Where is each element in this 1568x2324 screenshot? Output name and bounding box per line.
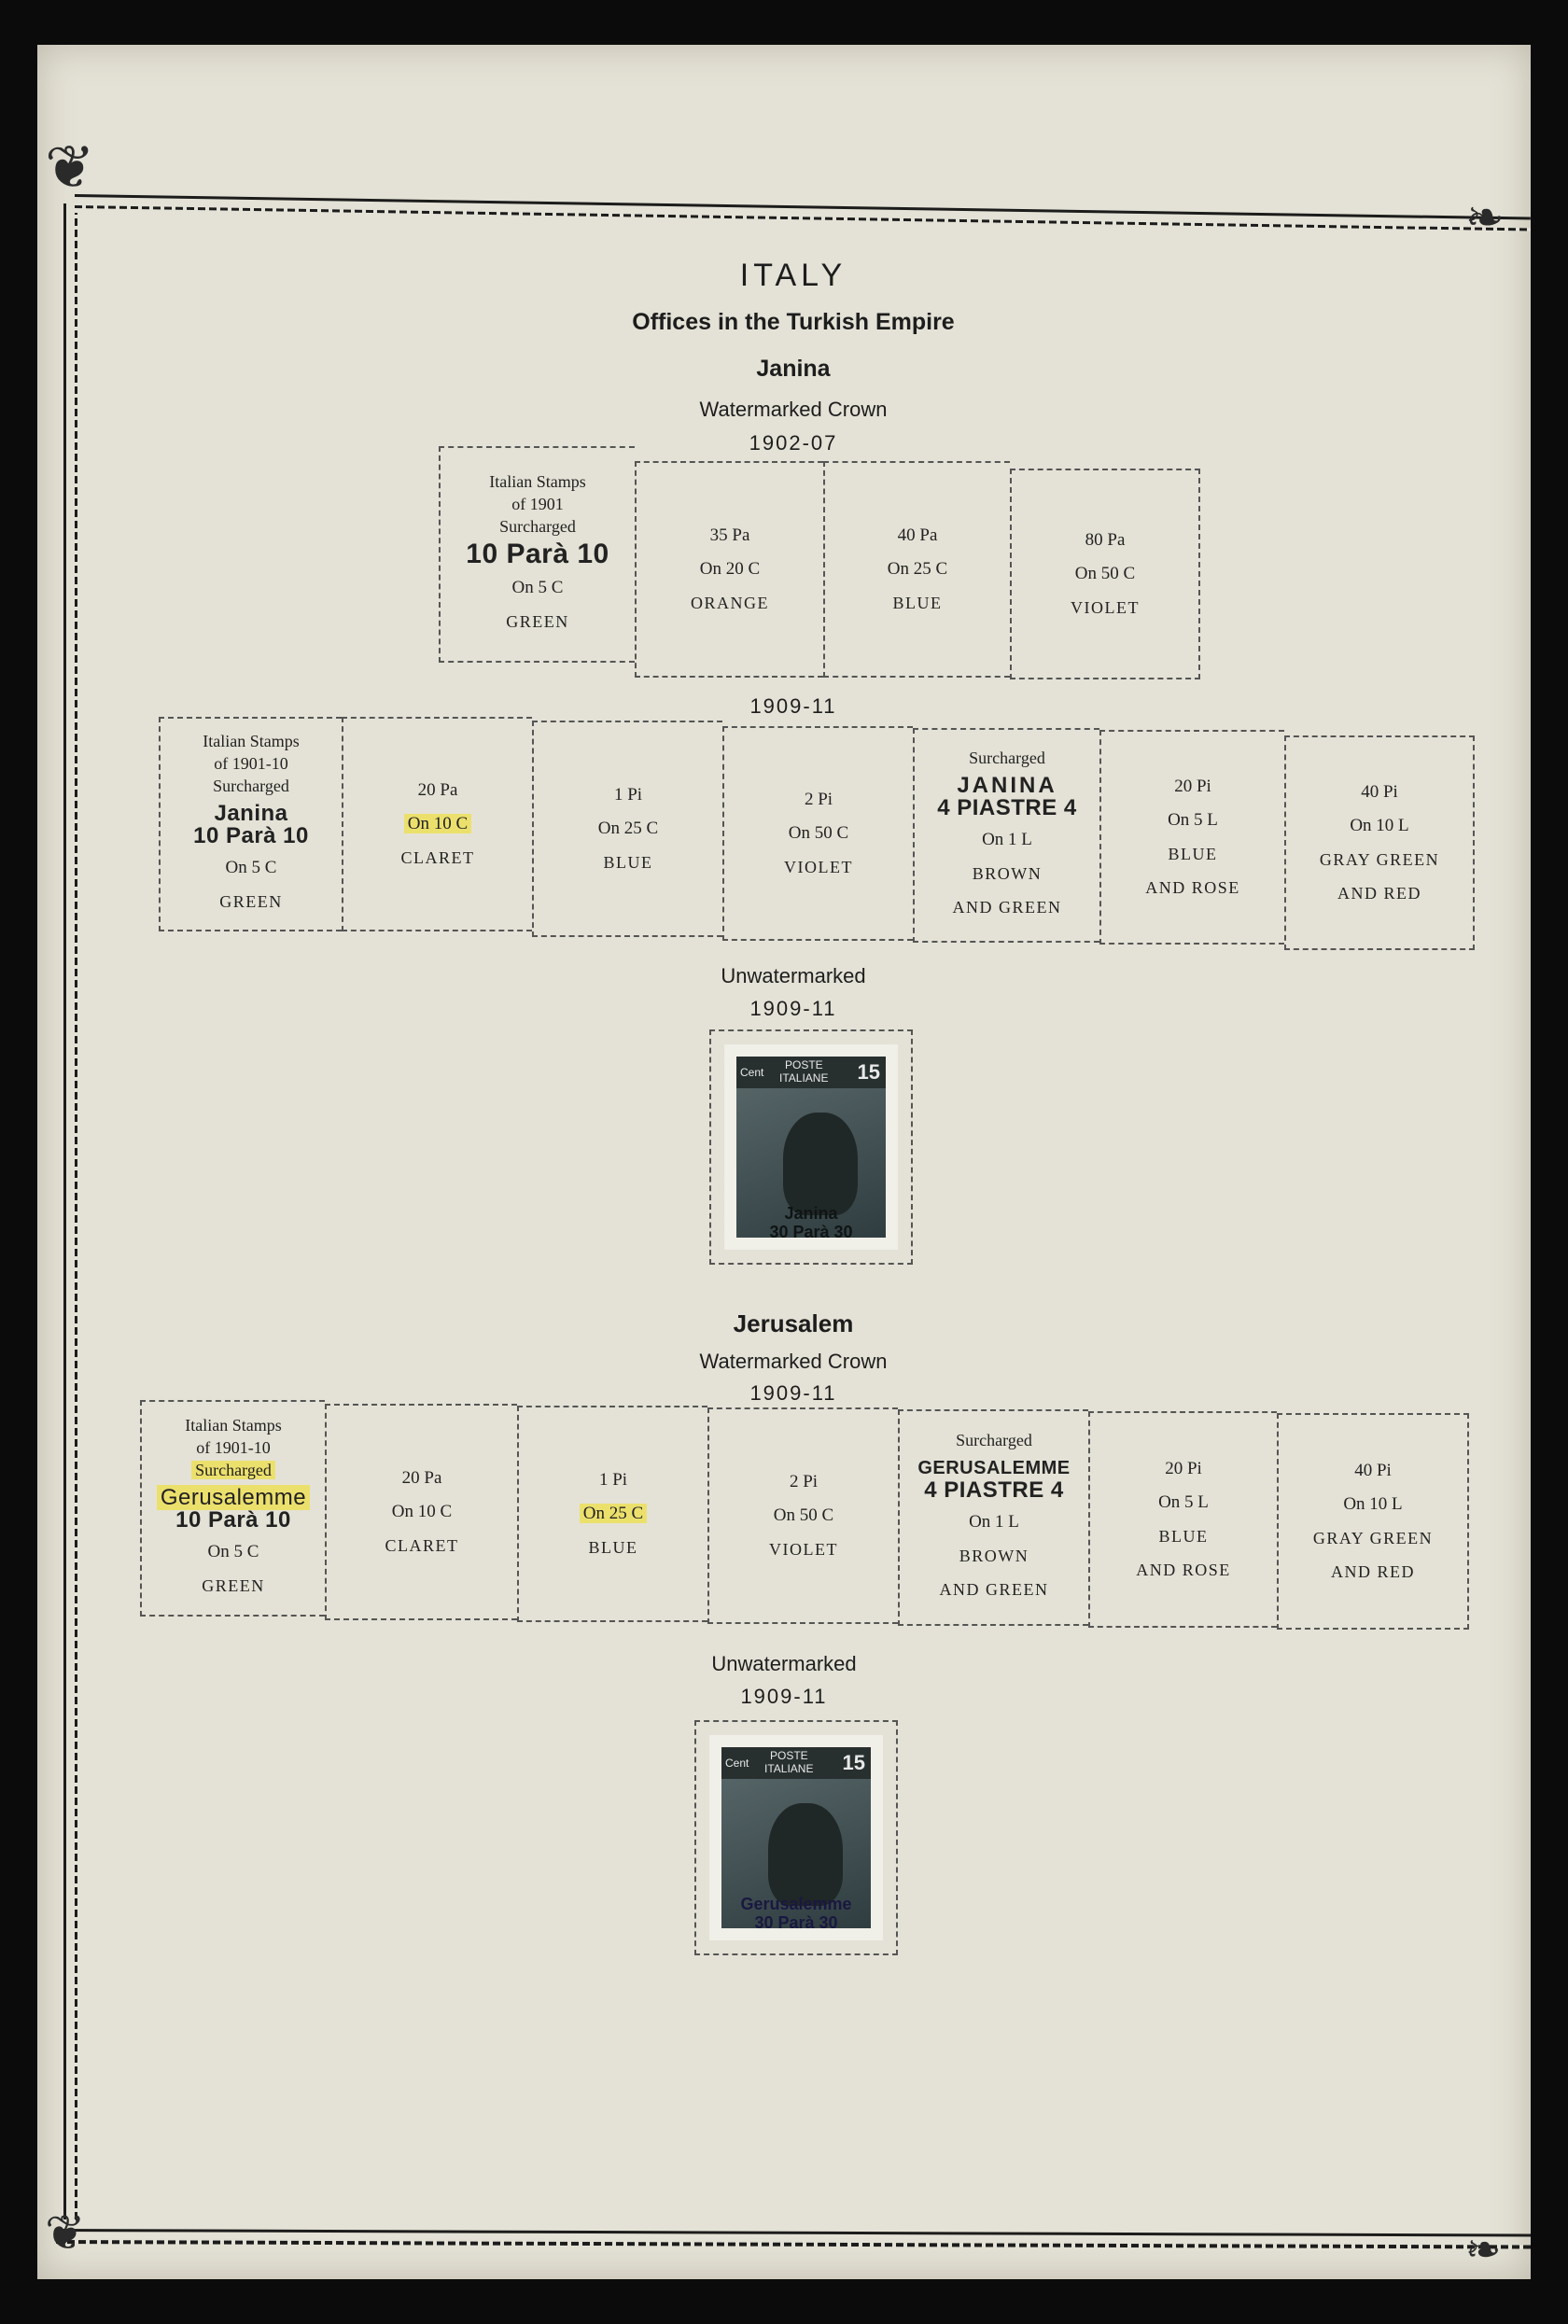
stamp-space: 1 Pi On 25 C BLUE [532,721,722,937]
section-title-janina: Janina [756,356,831,382]
stamp-space: 1 Pi On 25 C BLUE [517,1406,707,1622]
frame-left-line-inner [75,213,77,2219]
jerusalem-watermark-label: Watermarked Crown [699,1350,888,1373]
janina-row-1902 [439,446,1200,679]
section-title-jerusalem: Jerusalem [733,1309,854,1337]
corner-ornament-top-right: ❧ [1465,191,1505,244]
janina-year-1902: 1902-07 [749,431,838,455]
janina-unwatermarked-label: Unwatermarked [721,964,866,987]
king-portrait-icon [783,1113,858,1215]
janina-stamp: Cent POSTE ITALIANE 15 Janina 30 Parà 30 [724,1044,898,1250]
stamp-space: 2 Pi On 50 C VIOLET [707,1407,898,1624]
stamp-space: Surcharged JANINA 4 PIASTRE 4 On 1 L BROWN AND GREEN [913,728,1099,943]
jerusalem-stamp: Cent POSTE ITALIANE 15 Gerusalemme 30 Parà 30 [709,1735,883,1940]
janina-unwm-year: 1909-11 [749,997,837,1020]
stamp-space: Surcharged GERUSALEMME 4 PIASTRE 4 On 1 L BROWN AND GREEN [898,1409,1088,1626]
jerusalem-stamp-mount [694,1720,898,1955]
janina-row-1909 [159,717,1475,950]
stamp-space: 20 Pa On 10 C CLARET [325,1404,517,1620]
stamp-space: 40 Pi On 10 L GRAY GREEN AND RED [1284,735,1475,950]
frame-bottom-line-inner [56,2240,1531,2249]
frame-left-line [63,203,66,2219]
stamp-space: 2 Pi On 50 C VIOLET [722,726,913,941]
janina-stamp-mount [709,1029,913,1265]
corner-ornament-bottom-right: ❧ [1465,2226,1502,2274]
stamp-space: 35 Pa On 20 C ORANGE [635,461,823,678]
stamp-space: 40 Pi On 10 L GRAY GREEN AND RED [1277,1413,1469,1630]
jerusalem-unwm-year: 1909-11 [740,1685,828,1708]
album-page [37,45,1531,2279]
corner-ornament-top-left: ❦ [45,134,95,201]
stamp-space: 20 Pa On 10 C CLARET [342,717,532,931]
jerusalem-year-1909: 1909-11 [749,1381,837,1405]
janina-year-1909: 1909-11 [749,694,837,718]
stamp-space: 20 Pi On 5 L BLUE AND ROSE [1088,1411,1277,1628]
frame-bottom-line [56,2229,1531,2237]
stamp-space: Italian Stamps of 1901-10 Surcharged Janina 10 Parà 10 On 5 C GREEN [159,717,342,931]
janina-watermark-label: Watermarked Crown [699,398,888,421]
page-subtitle: Offices in the Turkish Empire [632,309,955,335]
stamp-space: 20 Pi On 5 L BLUE AND ROSE [1099,730,1284,945]
stamp-space: Italian Stamps of 1901 Surcharged 10 Parà 10 On 5 C GREEN [439,446,635,663]
stamp-space: Italian Stamps of 1901-10 Surcharged Gerusalemme 10 Parà 10 On 5 C GREEN [140,1400,325,1617]
frame-top-line-inner [75,205,1531,231]
jerusalem-unwatermarked-label: Unwatermarked [711,1652,857,1675]
corner-ornament-bottom-left: ❦ [45,2207,86,2261]
king-portrait-icon [768,1803,843,1906]
jerusalem-row-1909 [140,1400,1469,1630]
page-title: ITALY [739,258,847,293]
stamp-space: 40 Pa On 25 C BLUE [823,461,1010,678]
stamp-space: 80 Pa On 50 C VIOLET [1010,469,1200,679]
